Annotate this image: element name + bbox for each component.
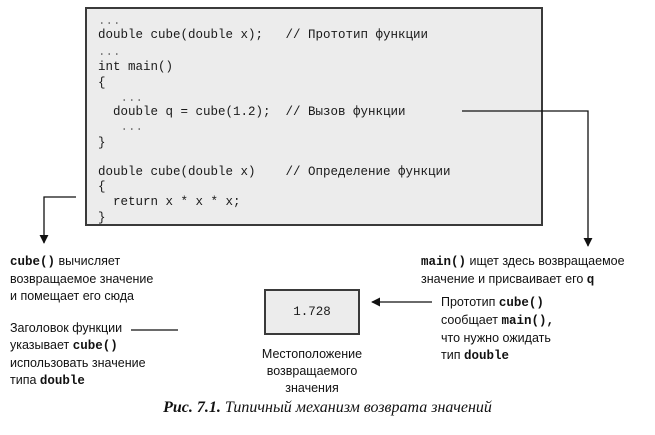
figure-caption: Рис. 7.1. Типичный механизм возврата значений [163,399,492,416]
code-line-open-brace: { [98,180,106,194]
code-line-ellipsis: ... [98,14,121,28]
code-line-call: double q = cube(1.2); // Вызов функции [98,105,406,119]
code-line-ellipsis: ... [98,91,144,105]
code-line-definition: double cube(double x) // Определение функции [98,165,451,179]
call-to-main-arrow [462,111,588,246]
cube-callout: cube() вычисляет возвращаемое значение и помещает его сюда [10,254,154,303]
return-to-cube-arrow [44,197,76,243]
code-line-open-brace: { [98,76,106,90]
code-line-return: return x * x * x; [98,195,241,209]
code-line-close-brace: } [98,136,106,150]
code-line-ellipsis: ... [98,45,121,59]
code-line-close-brace: } [98,211,106,225]
main-callout: main() ищет здесь возвращаемое значение и присваивает его q [421,254,625,287]
prototype-callout: Прототип cube() сообщает main(), что нужно ожидать тип double [441,295,554,363]
code-line-main-header: int main() [98,60,174,74]
code-line-ellipsis: ... [98,120,144,134]
header-callout: Заголовок функции указывает cube() использовать значение типа double [10,321,146,388]
location-callout: Местоположение возвращаемого значения [261,347,363,395]
code-line-prototype: double cube(double x); // Прототип функции [98,28,429,42]
return-value: 1.728 [293,305,331,319]
